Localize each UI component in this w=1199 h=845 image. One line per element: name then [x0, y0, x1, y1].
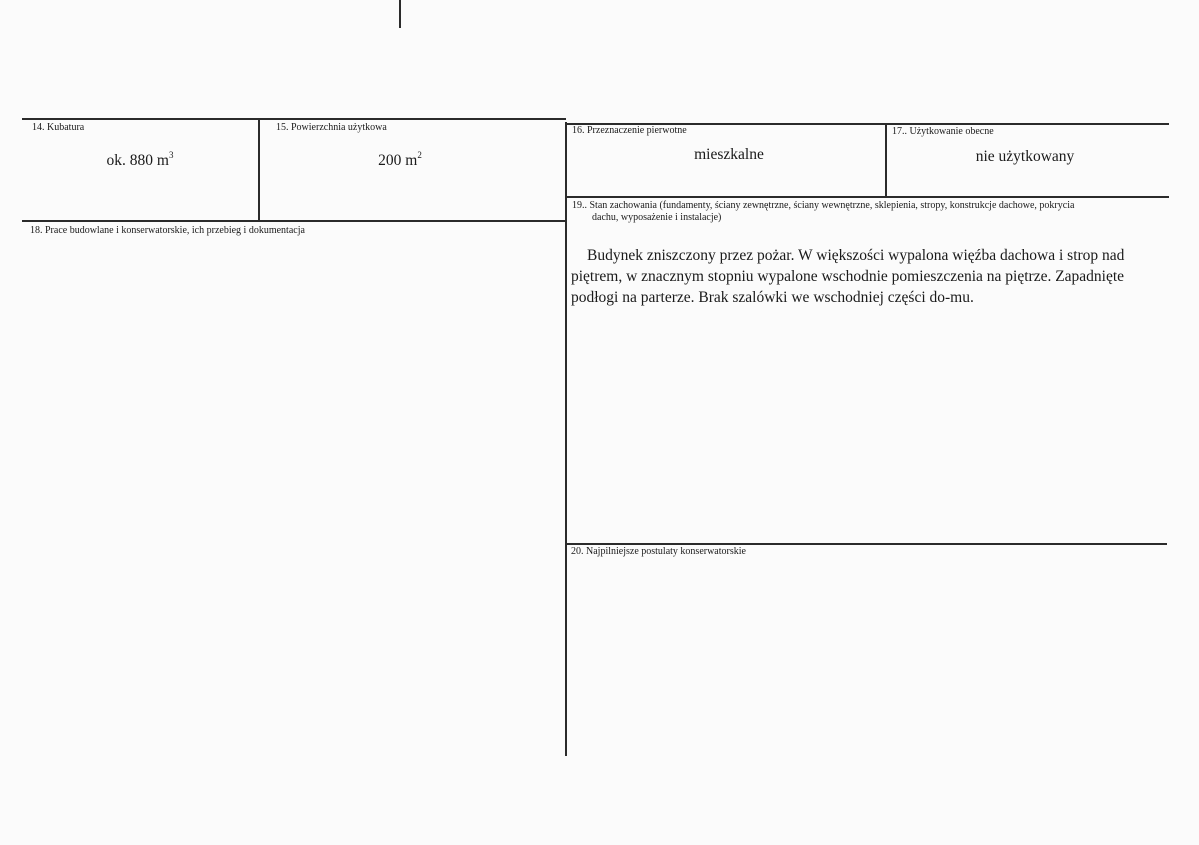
field-16-value: mieszkalne — [694, 146, 764, 163]
field-19-label: 19.. Stan zachowania (fundamenty, ściany zewnętrzne, ściany wewnętrzne, sklepienia, stropy, konstrukcje dachowe, pokrycia — [572, 200, 1075, 211]
field-15-value — [300, 151, 500, 170]
margin-tick — [399, 0, 401, 28]
field-15-text: 200 m — [378, 152, 418, 170]
field-16-label: 16. Przeznaczenie pierwotne — [572, 125, 687, 136]
field-17-value: nie użytkowany — [975, 148, 1075, 165]
field-20-label: 20. Najpilniejsze postulaty konserwatorskie — [571, 546, 746, 557]
field-17-label: 17.. Użytkowanie obecne — [892, 126, 994, 137]
field-15-sup: 2 — [417, 150, 422, 160]
field-19-label-cont: dachu, wyposażenie i instalacje) — [592, 212, 722, 223]
center-divider — [565, 122, 567, 756]
field-18-label: 18. Prace budowlane i konserwatorskie, ich przebieg i dokumentacja — [30, 225, 305, 236]
divider-14-15 — [258, 118, 260, 220]
field-19-value: Budynek zniszczony przez pożar. W większości wypalona więźba dachowa i strop nad piętrem, w znacznym stopniu wypalone wschodnie pomieszczenia na piętrze. Zapadnięte podłogi na parterze. Brak szalówki we wschodniej części do-mu. — [571, 247, 1125, 306]
field-14-label: 14. Kubatura — [32, 122, 85, 133]
rule-top-left — [22, 118, 566, 120]
field-15-label: 15. Powierzchnia użytkowa — [276, 122, 387, 133]
rule-field-18 — [22, 220, 566, 222]
field-14-sup: 3 — [168, 150, 174, 160]
field-14-text: ok. 880 m — [106, 152, 169, 170]
rule-field-19 — [565, 196, 1169, 198]
field-14-value — [40, 151, 240, 170]
divider-16-17 — [885, 123, 887, 197]
